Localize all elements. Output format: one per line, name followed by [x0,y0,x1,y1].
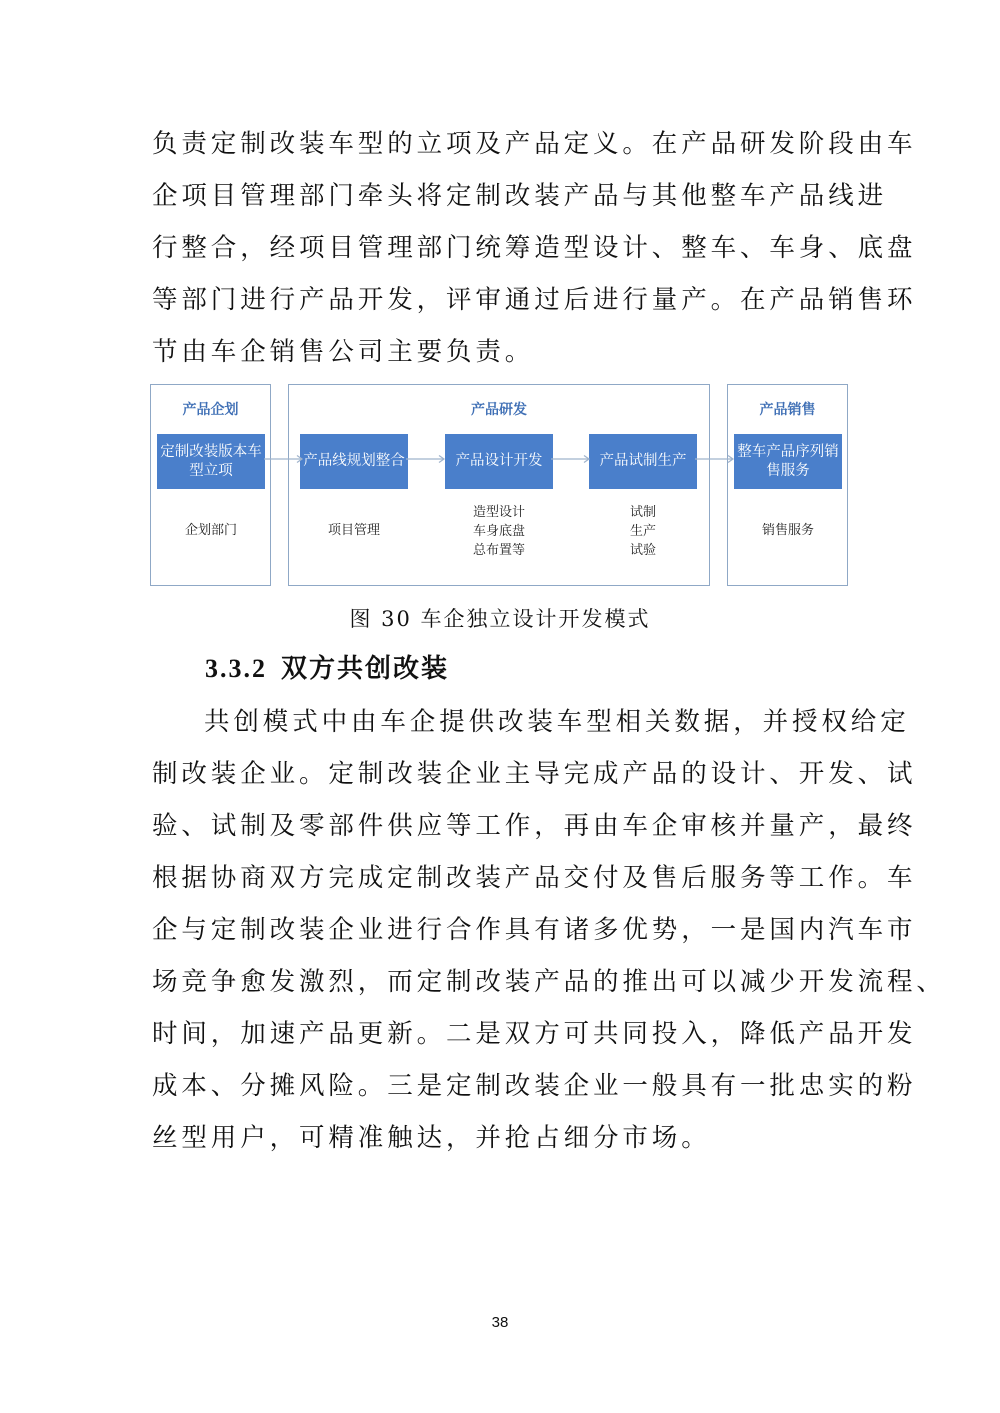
text-line: 时间，加速产品更新。二是双方可共同投入，降低产品开发 [152,1019,917,1049]
arrow-right-icon [264,452,304,466]
text-line: 企项目管理部门牵头将定制改装产品与其他整车产品线进 [152,181,888,211]
stage-sales [727,384,848,586]
text-line: 节由车企销售公司主要负责。 [152,337,535,367]
process-box: 产品线规划整合 [300,434,408,489]
stage-title: 产品企划 [182,402,239,418]
stage-title: 产品研发 [471,402,527,418]
text-line: 成本、分摊风险。三是定制改装企业一般具有一批忠实的粉 [152,1071,917,1101]
text-line: 共创模式中由车企提供改装车型相关数据，并授权给定 [204,707,910,737]
text-line: 企与定制改装企业进行合作具有诸多优势，一是国内汽车市 [152,915,917,945]
process-note [439,503,559,560]
figure-caption: 图 30 车企独立设计开发模式 [349,607,651,631]
process-box: 产品试制生产 [589,434,697,489]
stage-development [288,384,710,586]
page-number: 38 [491,1314,509,1331]
note-line: 试验 [629,543,656,558]
arrow-right-icon [551,452,591,466]
process-note [294,521,414,540]
note-line: 销售服务 [761,523,814,538]
arrow-right-icon [695,452,735,466]
note-line: 总布置等 [472,543,525,558]
process-diagram [150,384,848,588]
process-box: 定制改装版本车型立项 [157,434,265,489]
section-heading [205,648,449,685]
text-line: 负责定制改装车型的立项及产品定义。在产品研发阶段由车 [152,129,917,159]
note-line: 造型设计 [472,505,525,520]
note-line: 项目管理 [327,523,380,538]
text-line: 制改装企业。定制改装企业主导完成产品的设计、开发、试 [152,759,917,789]
section-number: 3.3.2 [205,654,267,683]
note-line: 生产 [629,524,656,539]
process-note [151,521,271,540]
text-line: 等部门进行产品开发，评审通过后进行量产。在产品销售环 [152,285,917,315]
process-box: 整车产品序列销售服务 [734,434,842,489]
paragraph-1 [152,118,917,378]
stage-title: 产品销售 [759,402,816,418]
text-line: 验、试制及零部件供应等工作，再由车企审核并量产，最终 [152,811,917,841]
note-line: 企划部门 [184,523,237,538]
text-line: 行整合，经项目管理部门统筹造型设计、整车、车身、底盘 [152,233,917,263]
note-line: 试制 [629,505,656,520]
note-line: 车身底盘 [472,524,525,539]
text-line: 根据协商双方完成定制改装产品交付及售后服务等工作。车 [152,863,917,893]
stage-planning [150,384,271,586]
text-line: 丝型用户，可精准触达，并抢占细分市场。 [152,1123,711,1153]
process-box: 产品设计开发 [445,434,553,489]
process-note [583,503,703,560]
paragraph-2 [152,696,946,1164]
arrow-right-icon [406,452,446,466]
process-note [728,521,848,540]
text-line: 场竞争愈发激烈，而定制改装产品的推出可以减少开发流程、 [152,967,946,997]
section-title: 双方共创改装 [281,654,450,684]
